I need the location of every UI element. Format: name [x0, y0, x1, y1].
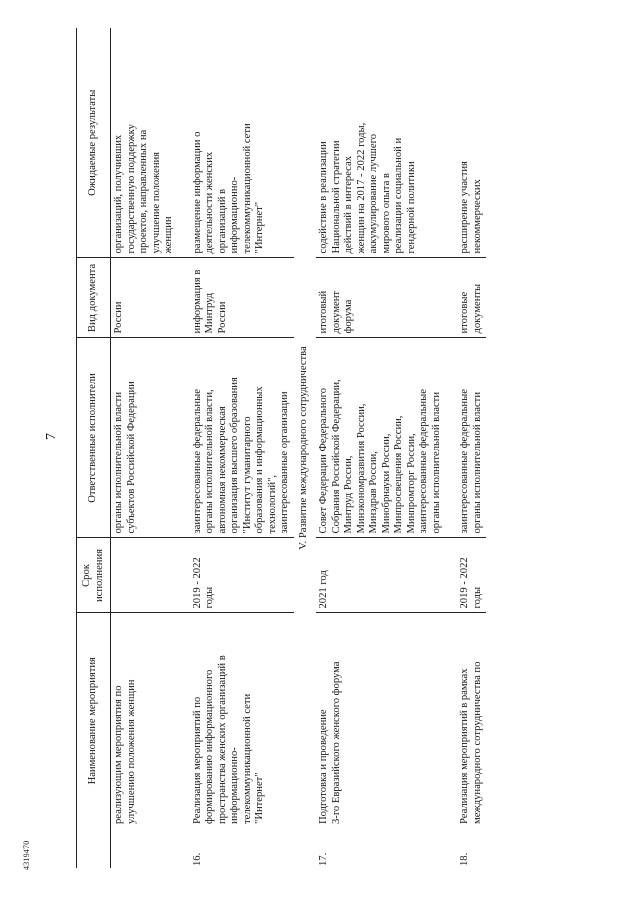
row-name: Реализация мероприятий по формированию информационного пространства женских организаций в информационно- телекоммуникационной сети "Интернет": [191, 655, 265, 824]
row-results: расширение участия некоммерческих: [457, 28, 486, 258]
page-number: 7: [44, 433, 59, 440]
row-executors: Совет Федерации Федерального Собрания Российской Федерации, Минтруд России, Минэкономразвития России, Минздрав России, Минобрнауки России, Минпросвещения России, Минпромторг России, заинтересованные федеральные органы исполнительной власти: [316, 338, 445, 538]
row-name: реализующим мероприятия по улучшению положения женщин: [113, 679, 137, 824]
header-num: [77, 828, 111, 868]
header-doc-type: Вид документа: [77, 258, 111, 338]
table-row: [190, 28, 294, 868]
table-row: [316, 28, 445, 868]
rotated-table-container: [76, 28, 636, 868]
row-term: 2021 год: [316, 538, 445, 613]
section-row: [294, 28, 317, 868]
row-doc-type: итоговые документы: [457, 258, 486, 338]
table-row: [457, 28, 486, 868]
row-num: 18.: [459, 852, 470, 866]
row-executors: заинтересованные федеральные органы исполнительной власти, автономная некоммерческая организация высшего образования "Институт гуманитарного образования и информационных технологий", заинтересованные организации: [190, 338, 294, 538]
row-doc-type: информация в Минтруд России: [190, 258, 294, 338]
row-num: 17.: [318, 852, 329, 866]
row-name: Подготовка и проведение 3-го Евразийского женского форума: [318, 661, 342, 824]
row-term: [111, 538, 178, 613]
row-term: 2019 - 2022 годы: [190, 538, 294, 613]
row-doc-type: России: [111, 258, 178, 338]
row-doc-type: итоговый документ форума: [316, 258, 445, 338]
row-name: Реализация мероприятий в рамках международного сотрудничества по: [459, 661, 483, 824]
section-title: V. Развитие международного сотрудничества: [297, 346, 309, 550]
row-num: [111, 828, 178, 868]
row-results: содействие в реализации Национальной стратегии действий в интересах женщин на 2017 - 2022 годы, аккумулирование лучшего мирового опыта в реализации социальной и гендерной политики: [316, 28, 445, 258]
row-term: 2019 - 2022 годы: [457, 538, 486, 613]
document-code: 4319470: [22, 840, 31, 870]
row-num: 16.: [191, 852, 203, 866]
row-executors: органы исполнительной власти субъектов Российской Федерации: [111, 338, 178, 538]
row-results: организаций, получивших государственную поддержку проектов, направленных на улучшение положения женщин: [111, 28, 178, 258]
header-results: Ожидаемые результаты: [77, 28, 111, 258]
table-header-row: [77, 28, 111, 868]
row-executors: заинтересованные федеральные органы исполнительной власти: [457, 338, 486, 538]
table-row: [111, 28, 178, 868]
measures-table: [76, 28, 486, 868]
header-term: Срок исполнения: [77, 538, 111, 613]
header-executors: Ответственные исполнители: [77, 338, 111, 538]
header-name: Наименование мероприятия: [77, 613, 111, 828]
row-results: размещение информации о деятельности женских организаций в информационно- телекоммуникационной сети "Интернет": [190, 28, 294, 258]
